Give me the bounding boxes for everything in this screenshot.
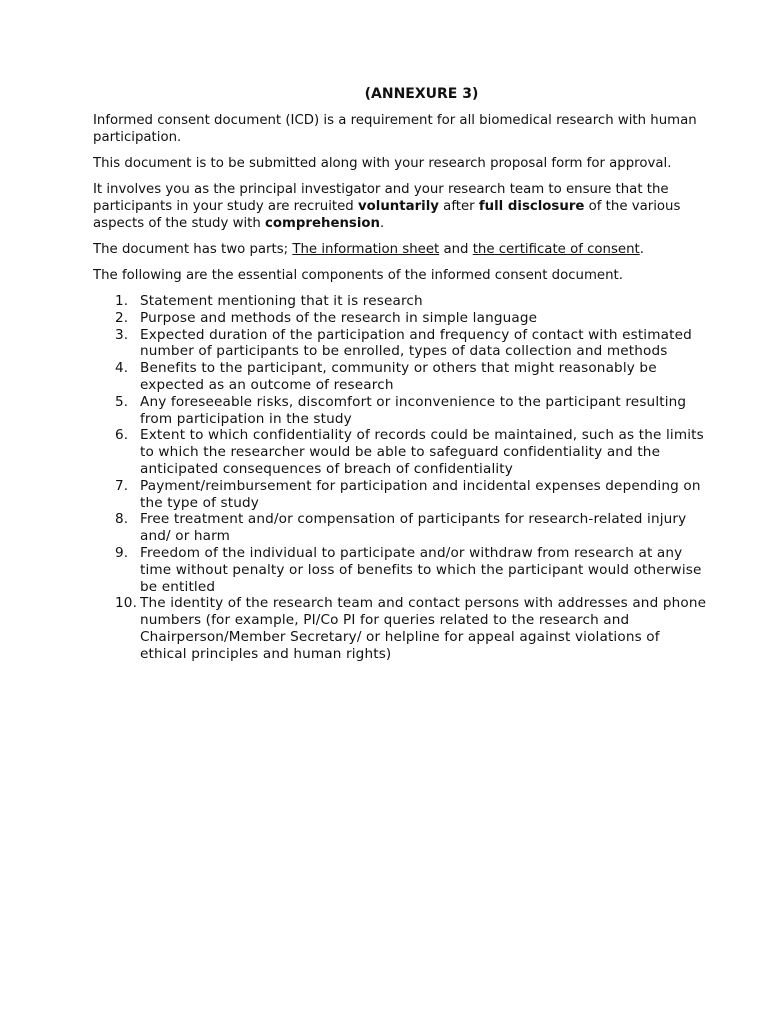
list-number: 8. <box>115 511 129 528</box>
list-number: 1. <box>115 293 129 309</box>
list-item <box>93 360 710 394</box>
voluntarily-bold: voluntarily <box>357 199 439 214</box>
list-item-text: Purpose and methods of the research in simple language <box>140 309 538 326</box>
list-number: 2. <box>115 309 129 326</box>
list-number: 4. <box>115 360 129 377</box>
information-sheet-underlined: The information sheet <box>292 242 440 257</box>
list-item-text: Statement mentioning that it is research <box>140 293 423 309</box>
paragraph-involvement <box>93 181 710 232</box>
two-parts-text-1: The document has two parts; <box>93 242 293 257</box>
involvement-text-4: . <box>380 216 385 231</box>
list-number: 9. <box>115 544 129 561</box>
list-item <box>93 310 710 327</box>
list-number: 3. <box>115 326 129 343</box>
list-item-text: The identity of the research team and contact persons with addresses and phone numbers (for example, PI/Co PI for queries related to the research and Chairperson/Member Secretary/ or helpline for appeal against violations of ethical principles and human rights) <box>140 595 707 662</box>
involvement-text-2: after <box>438 199 479 214</box>
list-item-text: Expected duration of the participation and frequency of contact with estimated number of participants to be enrolled, types of data collection and methods <box>140 326 692 360</box>
comprehension-bold: comprehension <box>265 216 381 231</box>
list-number: 7. <box>115 477 129 494</box>
list-number: 6. <box>115 427 129 444</box>
list-item <box>93 595 710 662</box>
list-number: 10. <box>115 595 138 612</box>
list-item <box>93 545 710 595</box>
list-item-text: Any foreseeable risks, discomfort or inconvenience to the participant resulting from participation in the study <box>140 393 687 427</box>
document-title: (ANNEXURE 3) <box>364 86 479 102</box>
components-list <box>93 293 710 663</box>
paragraph-icd-requirement: Informed consent document (ICD) is a requirement for all biomedical research with human participation. <box>93 113 697 145</box>
list-item <box>93 293 710 310</box>
list-item-text: Benefits to the participant, community or others that might reasonably be expected as an outcome of research <box>140 360 657 393</box>
paragraph-two-parts <box>93 241 710 258</box>
list-item <box>93 327 710 361</box>
list-item <box>93 511 710 545</box>
list-item <box>93 478 710 512</box>
list-item-text: Free treatment and/or compensation of participants for research-related injury and/ or harm <box>140 511 687 545</box>
list-item-text: Extent to which confidentiality of records could be maintained, such as the limits to which the researcher would be able to safeguard confidentiality and the anticipated consequences of breach of confidentiality <box>140 427 704 477</box>
certificate-of-consent-underlined: the certificate of consent <box>472 242 640 257</box>
two-parts-text-2: and <box>439 242 473 257</box>
list-item-text: Freedom of the individual to participate and/or withdraw from research at any time without penalty or loss of benefits to which the participant would otherwise be entitled <box>140 544 702 595</box>
two-parts-text-3: . <box>639 242 644 257</box>
list-item <box>93 427 710 477</box>
paragraph-components-intro: The following are the essential components of the informed consent document. <box>93 268 623 283</box>
involvement-text-1: It involves you as the principal investigator and your research team to ensure that the participants in your study are recruited <box>93 182 669 214</box>
full-disclosure-bold: full disclosure <box>478 199 585 214</box>
involvement-text-3: of the various aspects of the study with <box>93 199 681 231</box>
list-number: 5. <box>115 393 129 410</box>
list-item-text: Payment/reimbursement for participation and incidental expenses depending on the type of study <box>140 477 701 511</box>
paragraph-submission: This document is to be submitted along with your research proposal form for approval. <box>93 156 672 171</box>
list-item <box>93 394 710 428</box>
